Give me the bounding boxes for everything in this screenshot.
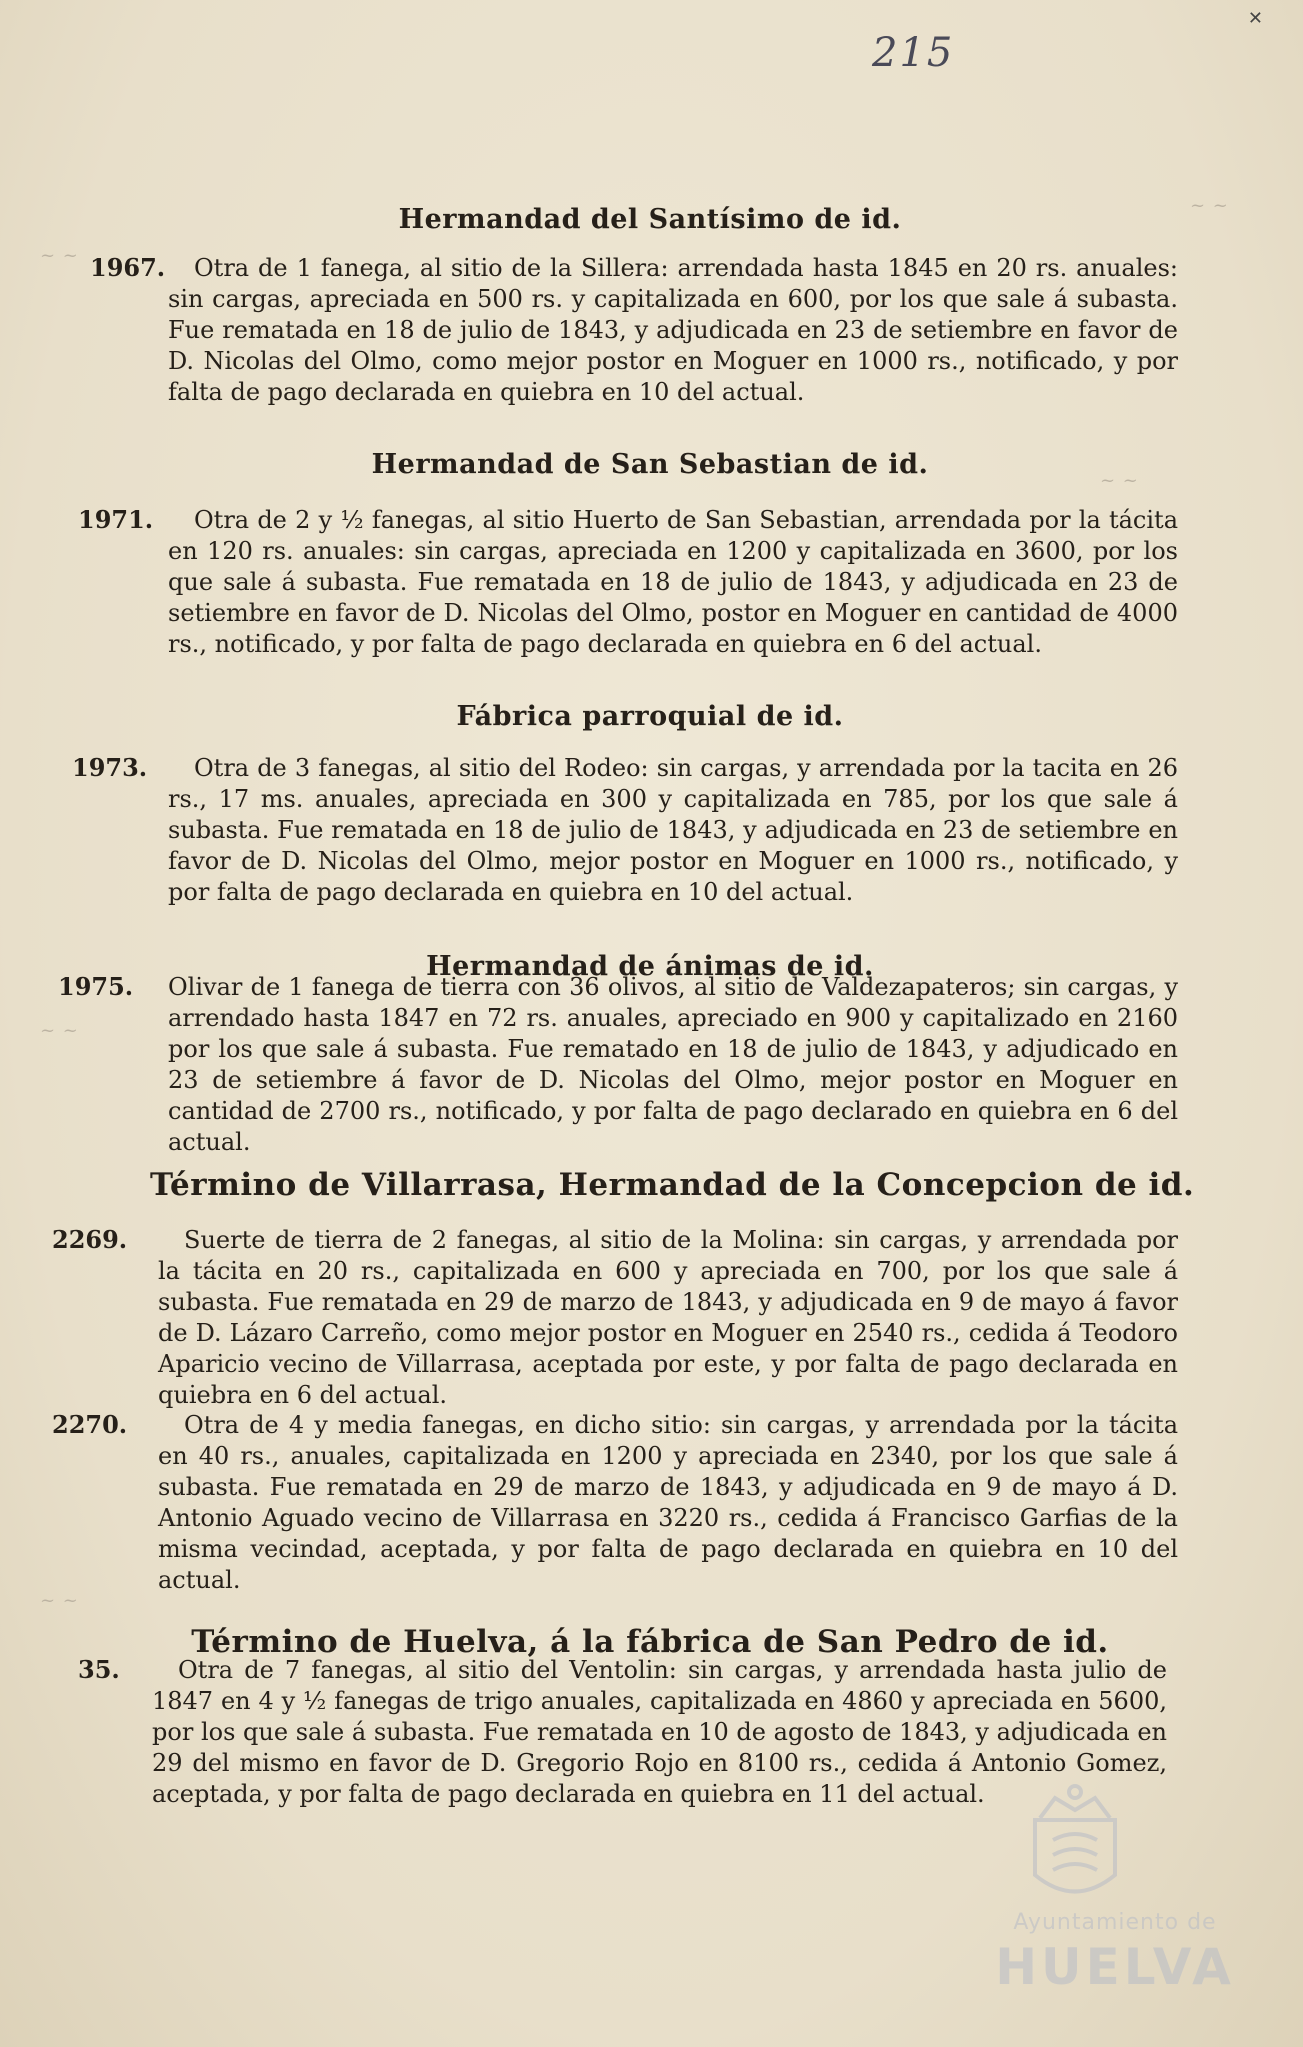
entry-text: Otra de 2 y ½ fanegas, al sitio Huerto de San Sebastian, arrendada por la tácita en 120 rs. anuales: sin cargas, apreciada en 1200 y capitalizada en 3600, por los que sale á subasta. Fue rematada en 18 de julio de 1843, y adjudicada en 23 de setiembre en favor de D. Nicolas del Olmo, postor en Moguer en cantidad de 4000 rs., notificado, y por falta de pago declarada en quiebra en 6 del actual. xyxy=(168,506,1178,658)
margin-ghost-right-1: ~ ~ xyxy=(1190,195,1229,216)
section-heading: Término de Huelva, á la fábrica de San Pedro de id. xyxy=(191,1624,1109,1660)
watermark-line-1: Ayuntamiento de xyxy=(1013,1910,1217,1935)
section-heading: Hermandad de San Sebastian de id. xyxy=(371,449,929,480)
entry-number: 1971. xyxy=(78,505,154,534)
entry-number: 1973. xyxy=(72,753,148,782)
entry-text: Otra de 4 y media fanegas, en dicho sitio: sin cargas, y arrendada por la tácita en 40 rs., anuales, capitalizada en 1200 y apreciada en 2340, por los que sale á subasta. Fue rematada en 29 de marzo de 1843, y adjudicada en 9 de mayo á D. Antonio Aguado vecino de Villarrasa en 3220 rs., cedida á Francisco Garfias de la misma vecindad, aceptada, y por falta de pago declarada en quiebra en 10 del actual. xyxy=(158,1411,1178,1594)
watermark-line-2: HUELVA xyxy=(995,1938,1235,1996)
entry-number: 35. xyxy=(78,1655,120,1684)
section-heading: Fábrica parroquial de id. xyxy=(456,701,844,732)
corner-mark: ✕ xyxy=(1247,8,1263,29)
margin-ghost-left-1: ~ ~ xyxy=(40,245,79,266)
entry-number: 1975. xyxy=(58,972,134,1001)
entry-number: 2270. xyxy=(52,1410,128,1439)
entry-text: Otra de 7 fanegas, al sitio del Ventolin: sin cargas, y arrendada hasta julio de 1847 en 4 y ½ fanegas de trigo anuales, capitalizada en 4860 y apreciada en 5600, por los que sale á subasta. Fue rematada en 10 de agosto de 1843, y adjudicada en 29 del mismo en favor de D. Gregorio Rojo en 8100 rs., cedida á Antonio Gomez, aceptada, y por falta de pago declarada en quiebra en 11 del actual. xyxy=(152,1656,1167,1808)
margin-ghost-left-2: ~ ~ xyxy=(40,1020,79,1041)
margin-ghost-right-2: ~ ~ xyxy=(1100,470,1139,491)
entry-number: 1967. xyxy=(90,253,166,282)
section-heading: Hermandad del Santísimo de id. xyxy=(398,204,902,235)
entry-text: Suerte de tierra de 2 fanegas, al sitio de la Molina: sin cargas, y arrendada por la tácita en 20 rs., capitalizada en 600 y apreciada en 700, por los que sale á subasta. Fue rematada en 29 de marzo de 1843, y adjudicada en 9 de mayo á favor de D. Lázaro Carreño, como mejor postor en Moguer en 2540 rs., cedida á Teodoro Aparicio vecino de Villarrasa, aceptada por este, y por falta de pago declarada en quiebra en 6 del actual. xyxy=(158,1226,1178,1409)
page-number: 215 xyxy=(872,30,955,76)
entry-text: Otra de 3 fanegas, al sitio del Rodeo: sin cargas, y arrendada por la tacita en 26 rs., 17 ms. anuales, apreciada en 300 y capitalizada en 785, por los que sale á subasta. Fue rematada en 18 de julio de 1843, y adjudicada en 23 de setiembre en favor de D. Nicolas del Olmo, mejor postor en Moguer en 1000 rs., notificado, y por falta de pago declarada en quiebra en 10 del actual. xyxy=(168,754,1178,906)
crest-icon xyxy=(1015,1780,1135,1910)
entry-text: Olivar de 1 fanega de tierra con 36 olivos, al sitio de Valdezapateros; sin cargas, y arrendado hasta 1847 en 72 rs. anuales, apreciado en 900 y capitalizado en 2160 por los que sale á subasta. Fue rematado en 18 de julio de 1843, y adjudicado en 23 de setiembre á favor de D. Nicolas del Olmo, mejor postor en Moguer en cantidad de 2700 rs., notificado, y por falta de pago declarado en quiebra en 6 del actual. xyxy=(168,973,1178,1156)
margin-ghost-left-3: ~ ~ xyxy=(40,1590,79,1611)
section-heading: Hermandad de ánimas de id. xyxy=(426,951,874,982)
section-heading: Término de Villarrasa, Hermandad de la Concepcion de id. xyxy=(150,1167,1195,1203)
entry-text: Otra de 1 fanega, al sitio de la Sillera: arrendada hasta 1845 en 20 rs. anuales: sin cargas, apreciada en 500 rs. y capitalizada en 600, por los que sale á subasta. Fue rematada en 18 de julio de 1843, y adjudicada en 23 de setiembre en favor de D. Nicolas del Olmo, como mejor postor en Moguer en 1000 rs., notificado, y por falta de pago declarada en quiebra en 10 del actual. xyxy=(168,254,1178,406)
entry-number: 2269. xyxy=(52,1225,128,1254)
ayuntamiento-logo xyxy=(955,1780,1275,2020)
